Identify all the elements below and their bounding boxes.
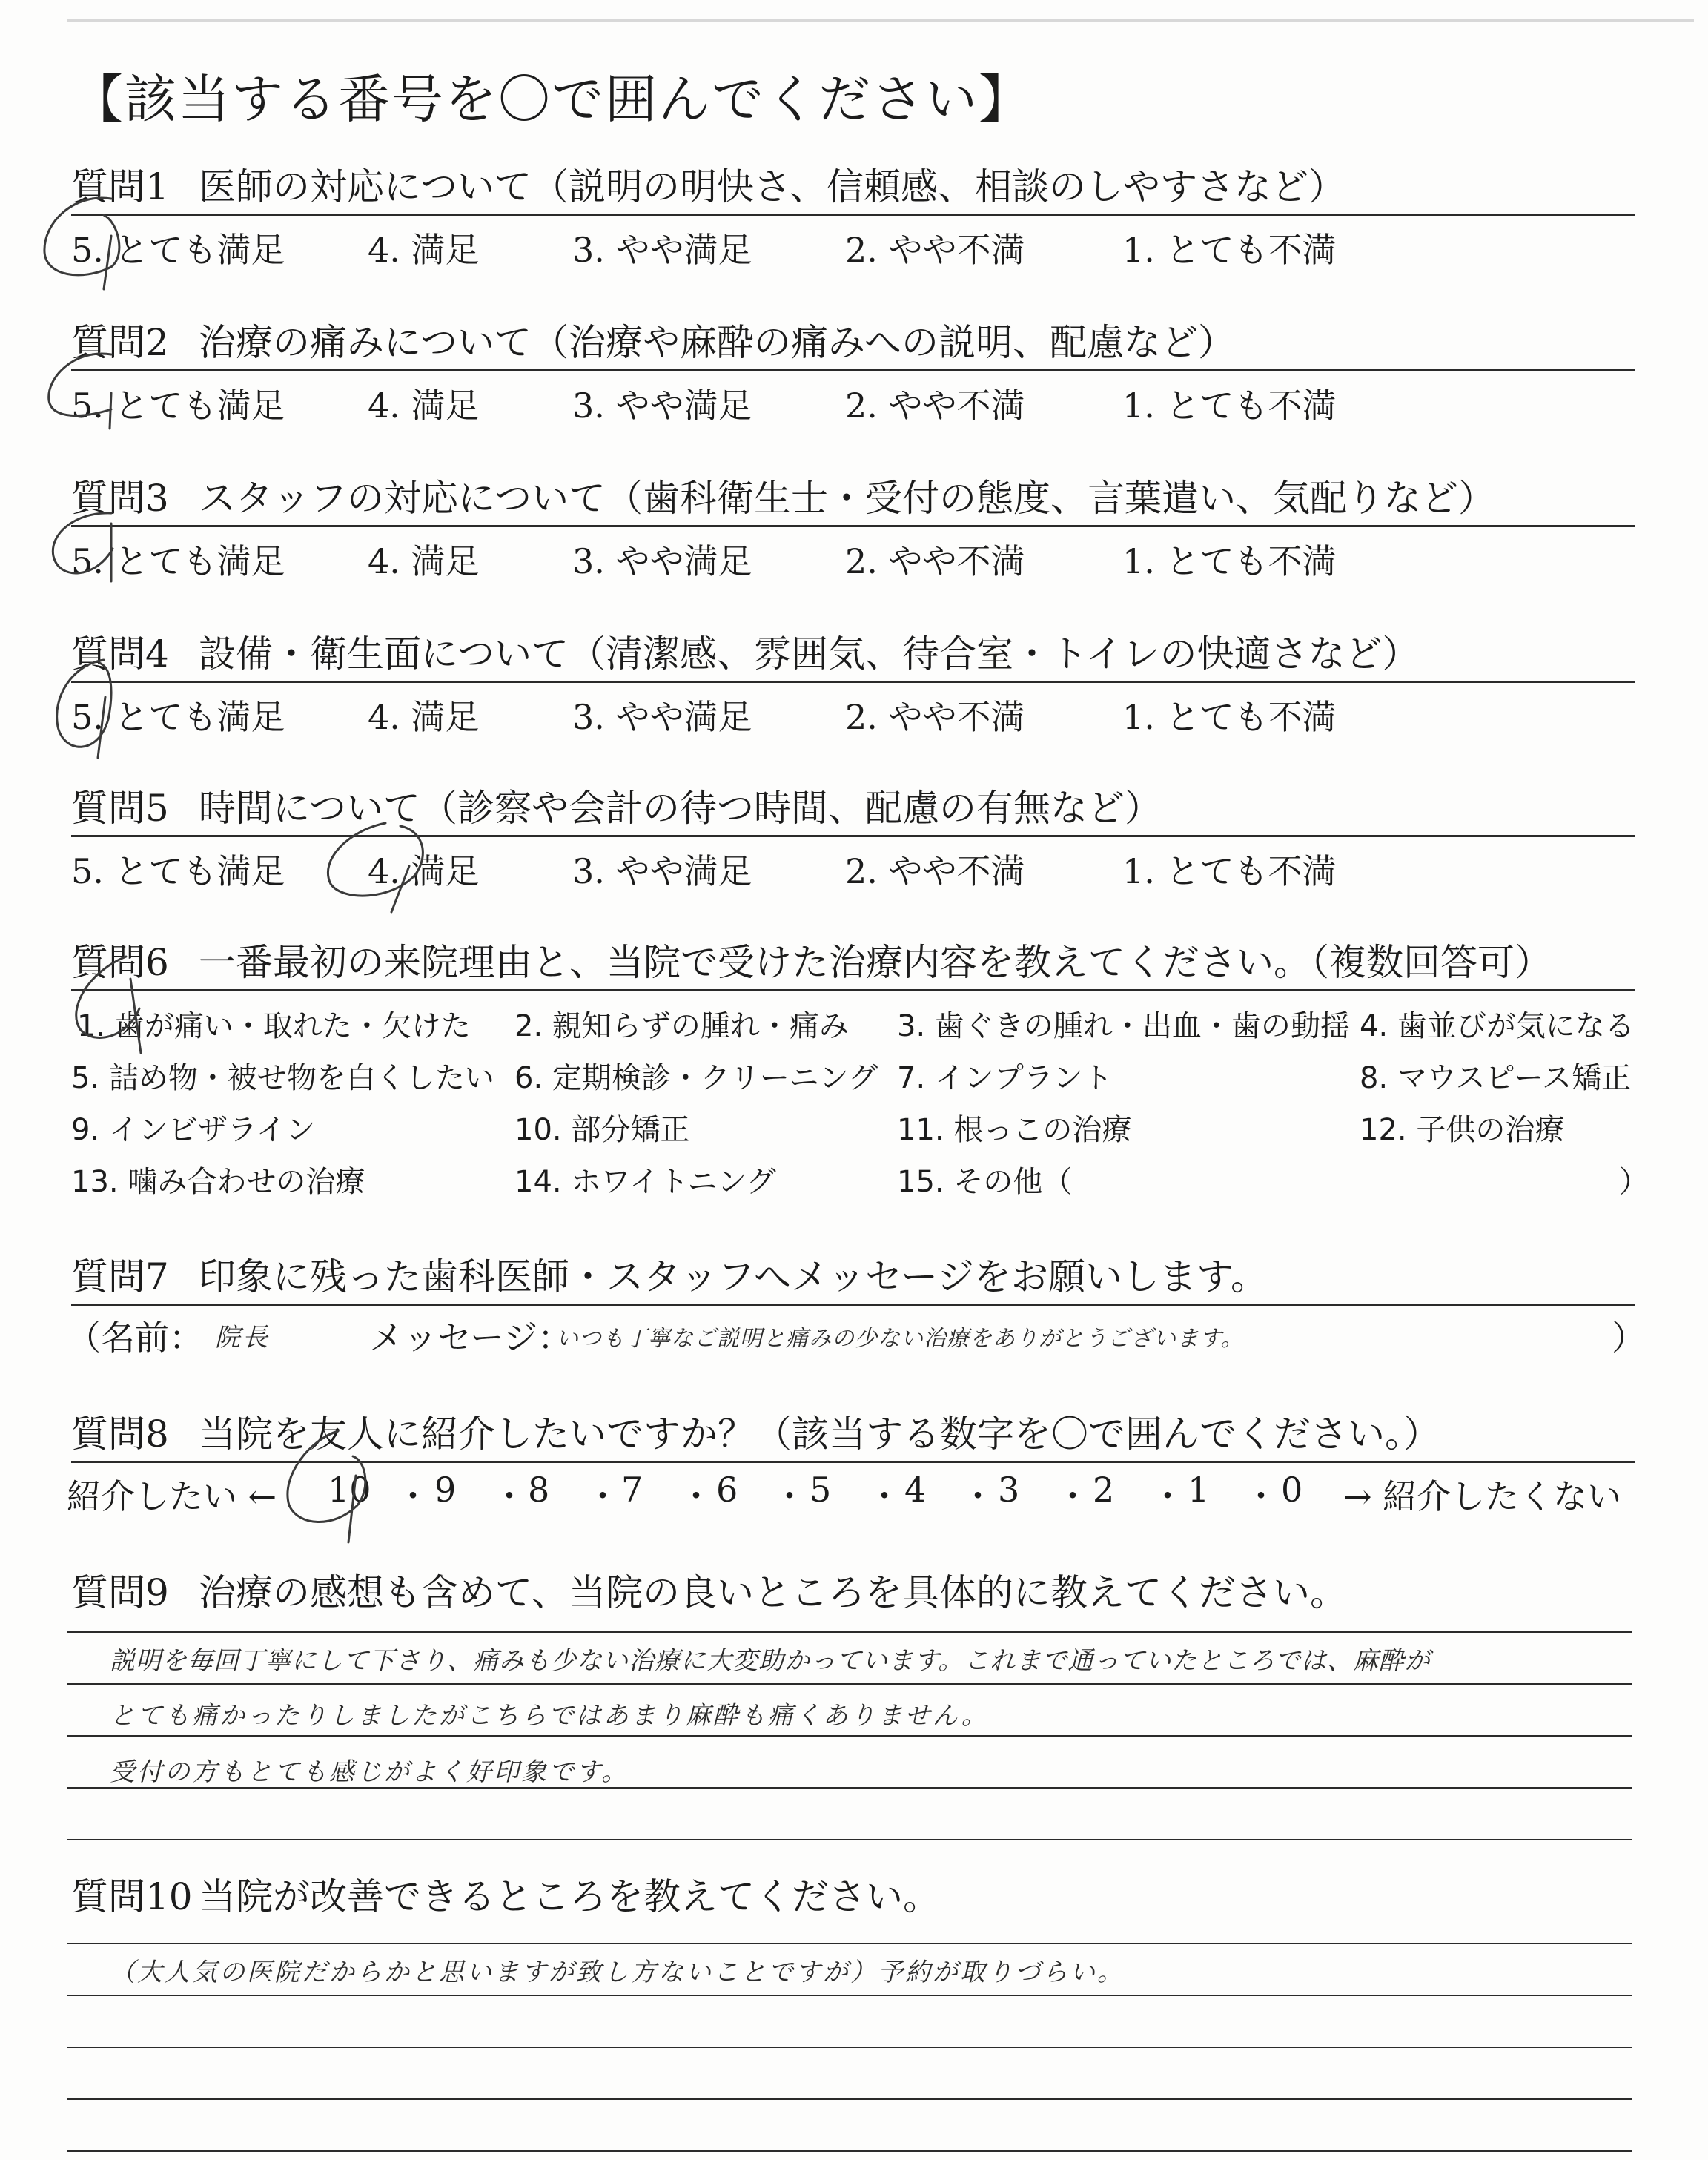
question-4 [71, 632, 1635, 737]
question-text: 治療の痛みについて（治療や麻酔の痛みへの説明、配慮など） [199, 321, 1235, 364]
answer-line [67, 1683, 1632, 1685]
scale-value-1[interactable]: 1 [1188, 1470, 1210, 1510]
question-7 [71, 1255, 1635, 1306]
option-2[interactable]: 2. やや不満 [845, 541, 1025, 581]
answer-line [67, 1735, 1632, 1737]
page-title: 【該当する番号を〇で囲んでください】 [71, 69, 1032, 130]
rating-options [71, 527, 1635, 581]
scale-value-8[interactable]: 8 [528, 1470, 550, 1510]
question-8 [71, 1412, 1635, 1463]
question-text: 設備・衛生面について（清潔感、雰囲気、待合室・トイレの快適さなど） [199, 633, 1420, 676]
question-number: 質問4 [71, 633, 169, 676]
question-number: 質問1 [71, 165, 169, 208]
reason-option[interactable]: 3. 歯ぐきの腫れ・出血・歯の動揺 [897, 1009, 1350, 1043]
scale-value-9[interactable]: 9 [434, 1470, 457, 1510]
scale-dot: ・ [396, 1476, 430, 1516]
question-text: 印象に残った歯科医師・スタッフへメッセージをお願いします。 [199, 1255, 1268, 1298]
question-number: 質問8 [71, 1413, 169, 1456]
reason-option[interactable]: 11. 根っこの治療 [897, 1113, 1132, 1147]
option-1[interactable]: 1. とても不満 [1122, 230, 1337, 270]
name-value[interactable]: 院長 [215, 1323, 270, 1353]
reason-option[interactable]: 9. インビザライン [71, 1113, 316, 1147]
question-number: 質問9 [71, 1571, 169, 1614]
scale-value-2[interactable]: 2 [1093, 1470, 1115, 1510]
reason-option[interactable]: 15. その他（ [897, 1165, 1073, 1199]
answer-line [67, 1943, 1632, 1944]
reason-option[interactable]: 13. 噛み合わせの治療 [71, 1165, 365, 1199]
option-3[interactable]: 3. やや満足 [572, 230, 752, 270]
question-number: 質問3 [71, 477, 169, 520]
option-5[interactable]: 5. とても満足 [71, 541, 285, 581]
scale-value-5[interactable]: 5 [810, 1470, 832, 1510]
scale-dot: ・ [867, 1476, 901, 1516]
question-text: 治療の感想も含めて、当院の良いところを具体的に教えてください。 [199, 1571, 1347, 1614]
option-1[interactable]: 1. とても不満 [1122, 851, 1337, 891]
scale-dot: ・ [679, 1476, 713, 1516]
question-text: 当院を友人に紹介したいですか？（該当する数字を〇で囲んでください。） [199, 1413, 1440, 1456]
scale-dot: ・ [1244, 1476, 1278, 1516]
answer-line [67, 1631, 1632, 1633]
question-2 [71, 320, 1635, 426]
answer-line [67, 1995, 1632, 1996]
scale-value-10[interactable]: 10 [328, 1470, 371, 1510]
question-9 [71, 1571, 1635, 1619]
message-row [67, 1311, 1646, 1360]
question-number: 質問6 [71, 941, 169, 984]
option-3[interactable]: 3. やや満足 [572, 386, 752, 426]
option-5[interactable]: 5. とても満足 [71, 386, 285, 426]
answer-text-line-1[interactable]: （大人気の医院だからかと思いますが致し方ないことですが）予約が取りづらい。 [110, 1958, 1125, 1987]
question-number: 質問7 [71, 1255, 169, 1298]
question-10 [71, 1875, 1635, 1923]
answer-text-line-1[interactable]: 説明を毎回丁寧にして下さり、痛みも少ない治療に大変助かっています。これまで通っていたところでは、麻酔が [110, 1646, 1431, 1676]
message-label: メッセージ： [369, 1318, 572, 1358]
option-4[interactable]: 4. 満足 [368, 386, 480, 426]
option-5[interactable]: 5. とても満足 [71, 697, 285, 737]
question-6 [71, 940, 1635, 991]
scale-value-6[interactable]: 6 [716, 1470, 738, 1510]
question-text: 時間について（診察や会計の待つ時間、配慮の有無など） [199, 787, 1162, 830]
scale-value-3[interactable]: 3 [998, 1470, 1020, 1510]
rating-options [71, 683, 1635, 737]
reason-option[interactable]: 8. マウスピース矯正 [1360, 1061, 1632, 1095]
reason-option[interactable]: 12. 子供の治療 [1360, 1113, 1565, 1147]
reason-option[interactable]: 2. 親知らずの腫れ・痛み [514, 1009, 849, 1043]
answer-line [67, 1839, 1632, 1840]
recommend-scale [67, 1470, 1631, 1519]
scale-dot: ・ [772, 1476, 807, 1516]
reason-option[interactable]: 5. 詰め物・被せ物を白くしたい [71, 1061, 494, 1095]
answer-line [67, 2047, 1632, 2048]
answer-line [67, 2098, 1632, 2100]
scale-value-7[interactable]: 7 [621, 1470, 643, 1510]
option-1[interactable]: 1. とても不満 [1122, 386, 1337, 426]
scale-dot: ・ [1151, 1476, 1185, 1516]
question-number: 質問5 [71, 787, 169, 830]
option-1[interactable]: 1. とても不満 [1122, 697, 1337, 737]
answer-text-line-3[interactable]: 受付の方もとても感じがよく好印象です。 [110, 1757, 629, 1787]
reason-options-grid [71, 1003, 1650, 1225]
option-4[interactable]: 4. 満足 [368, 697, 480, 737]
question-number: 質問10 [71, 1875, 193, 1918]
scale-dot: ・ [1056, 1476, 1090, 1516]
question-number: 質問2 [71, 321, 169, 364]
question-text: 医師の対応について（説明の明快さ、信頼感、相談のしやすさなど） [199, 165, 1345, 208]
option-1[interactable]: 1. とても不満 [1122, 541, 1337, 581]
option-3[interactable]: 3. やや満足 [572, 697, 752, 737]
scale-dot: ・ [961, 1476, 995, 1516]
reason-option[interactable]: 7. インプラント [897, 1061, 1113, 1095]
option-2[interactable]: 2. やや不満 [845, 230, 1025, 270]
scale-right-label: → 紹介したくない [1343, 1476, 1622, 1516]
rating-options [71, 216, 1635, 270]
question-text: スタッフの対応について（歯科衛生士・受付の態度、言葉遣い、気配りなど） [199, 477, 1495, 520]
option-3[interactable]: 3. やや満足 [572, 851, 752, 891]
top-border [67, 19, 1694, 22]
option-3[interactable]: 3. やや満足 [572, 541, 752, 581]
reason-option[interactable]: 4. 歯並びが気になる [1360, 1009, 1635, 1043]
message-close-paren: ） [1612, 1318, 1646, 1358]
option-4[interactable]: 4. 満足 [368, 541, 480, 581]
option-4[interactable]: 4. 満足 [368, 230, 480, 270]
reason-option[interactable]: 1. 歯が痛い・取れた・欠けた [77, 1009, 471, 1043]
question-3 [71, 476, 1635, 581]
option-4[interactable]: 4. 満足 [368, 851, 480, 891]
message-value[interactable]: いつも丁寧なご説明と痛みの少ない治療をありがとうございます。 [556, 1326, 1244, 1352]
question-text: 当院が改善できるところを教えてください。 [199, 1875, 940, 1918]
answer-text-line-2[interactable]: とても痛かったりしましたがこちらではあまり麻酔も痛くありません。 [110, 1701, 989, 1731]
option-2[interactable]: 2. やや不満 [845, 386, 1025, 426]
reason-option[interactable]: 10. 部分矯正 [514, 1113, 690, 1147]
scale-left-label: 紹介したい ← [67, 1476, 277, 1516]
scale-dot: ・ [586, 1476, 620, 1516]
scale-dot: ・ [492, 1476, 526, 1516]
option-2[interactable]: 2. やや不満 [845, 697, 1025, 737]
name-label: （名前： [67, 1318, 203, 1358]
question-5 [71, 786, 1635, 891]
rating-options [71, 371, 1635, 426]
option-5[interactable]: 5. とても満足 [71, 230, 285, 270]
option-2[interactable]: 2. やや不満 [845, 851, 1025, 891]
reason-close-paren: ） [1619, 1165, 1649, 1199]
question-1 [71, 165, 1635, 270]
rating-options [71, 837, 1635, 891]
question-text: 一番最初の来院理由と、当院で受けた治療内容を教えてください。（複数回答可） [199, 941, 1552, 984]
reason-option[interactable]: 14. ホワイトニング [514, 1165, 776, 1199]
answer-line [67, 2150, 1632, 2152]
option-5[interactable]: 5. とても満足 [71, 851, 285, 891]
reason-option[interactable]: 6. 定期検診・クリーニング [514, 1061, 878, 1095]
scale-value-4[interactable]: 4 [904, 1470, 927, 1510]
scale-value-0[interactable]: 0 [1281, 1470, 1303, 1510]
